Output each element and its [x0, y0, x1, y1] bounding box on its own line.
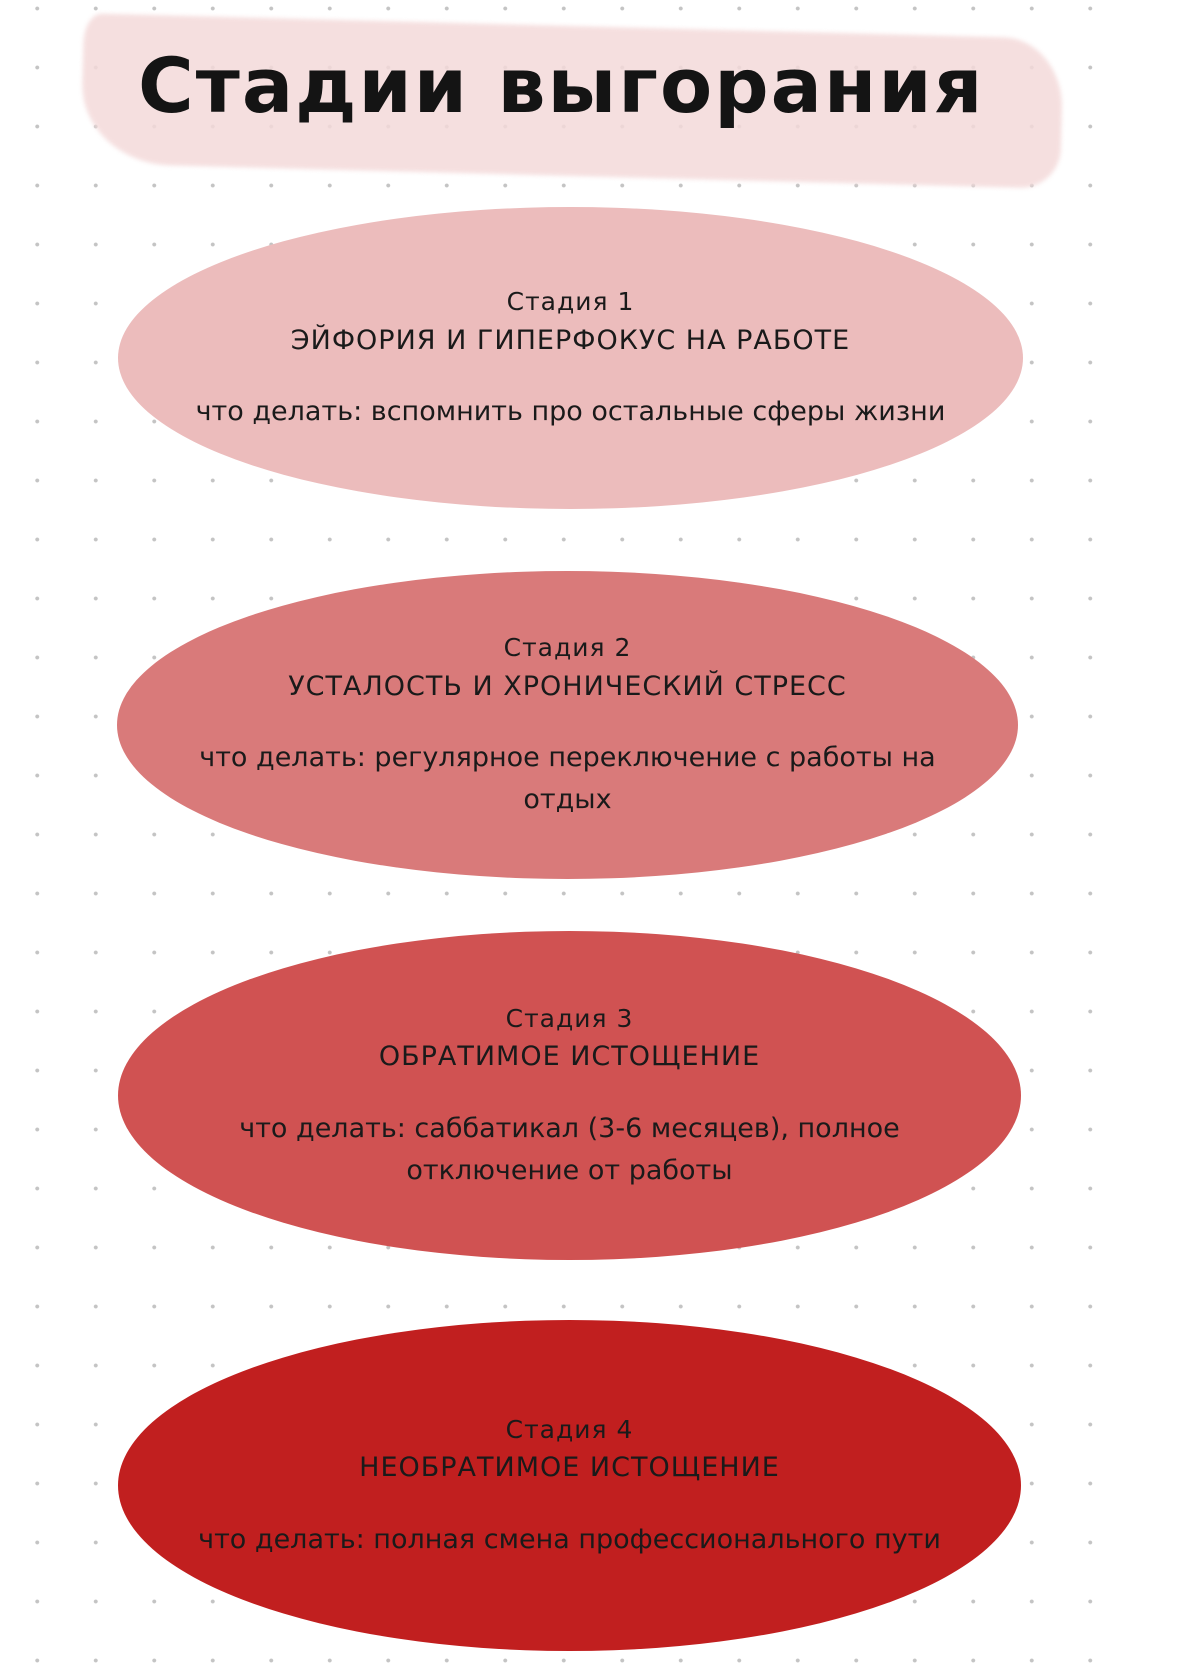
stage-3-number: Стадия 3 — [505, 1003, 634, 1033]
stage-1-todo: что делать: вспомнить про остальные сферы жизни — [195, 396, 946, 428]
stage-2-number: Стадия 2 — [503, 633, 632, 663]
stage-1-number: Стадия 1 — [506, 287, 635, 317]
stage-2-ellipse — [117, 571, 1018, 879]
stage-2-name: УСТАЛОСТЬ И ХРОНИЧЕСКИЙ СТРЕСС — [288, 670, 847, 702]
stage-3-name: ОБРАТИМОЕ ИСТОЩЕНИЕ — [378, 1041, 761, 1073]
stage-1-ellipse — [118, 207, 1023, 509]
stage-4-ellipse — [118, 1320, 1021, 1651]
stage-4-todo: что делать: полная смена профессионального пути — [198, 1523, 941, 1555]
stage-3-todo: что делать: саббатикал (3-6 месяцев), полное отключение от работы — [239, 1112, 900, 1186]
page-title: Стадии выгорания — [138, 41, 985, 130]
stage-4-number: Стадия 4 — [505, 1414, 634, 1444]
right-margin-strip — [1129, 0, 1200, 1672]
stage-4-name: НЕОБРАТИМОЕ ИСТОЩЕНИЕ — [359, 1452, 780, 1484]
stage-3-ellipse — [118, 931, 1021, 1260]
stage-1-name: ЭЙФОРИЯ И ГИПЕРФОКУС НА РАБОТЕ — [290, 324, 851, 356]
stage-2-todo: что делать: регулярное переключение с работы на отдых — [199, 742, 936, 815]
